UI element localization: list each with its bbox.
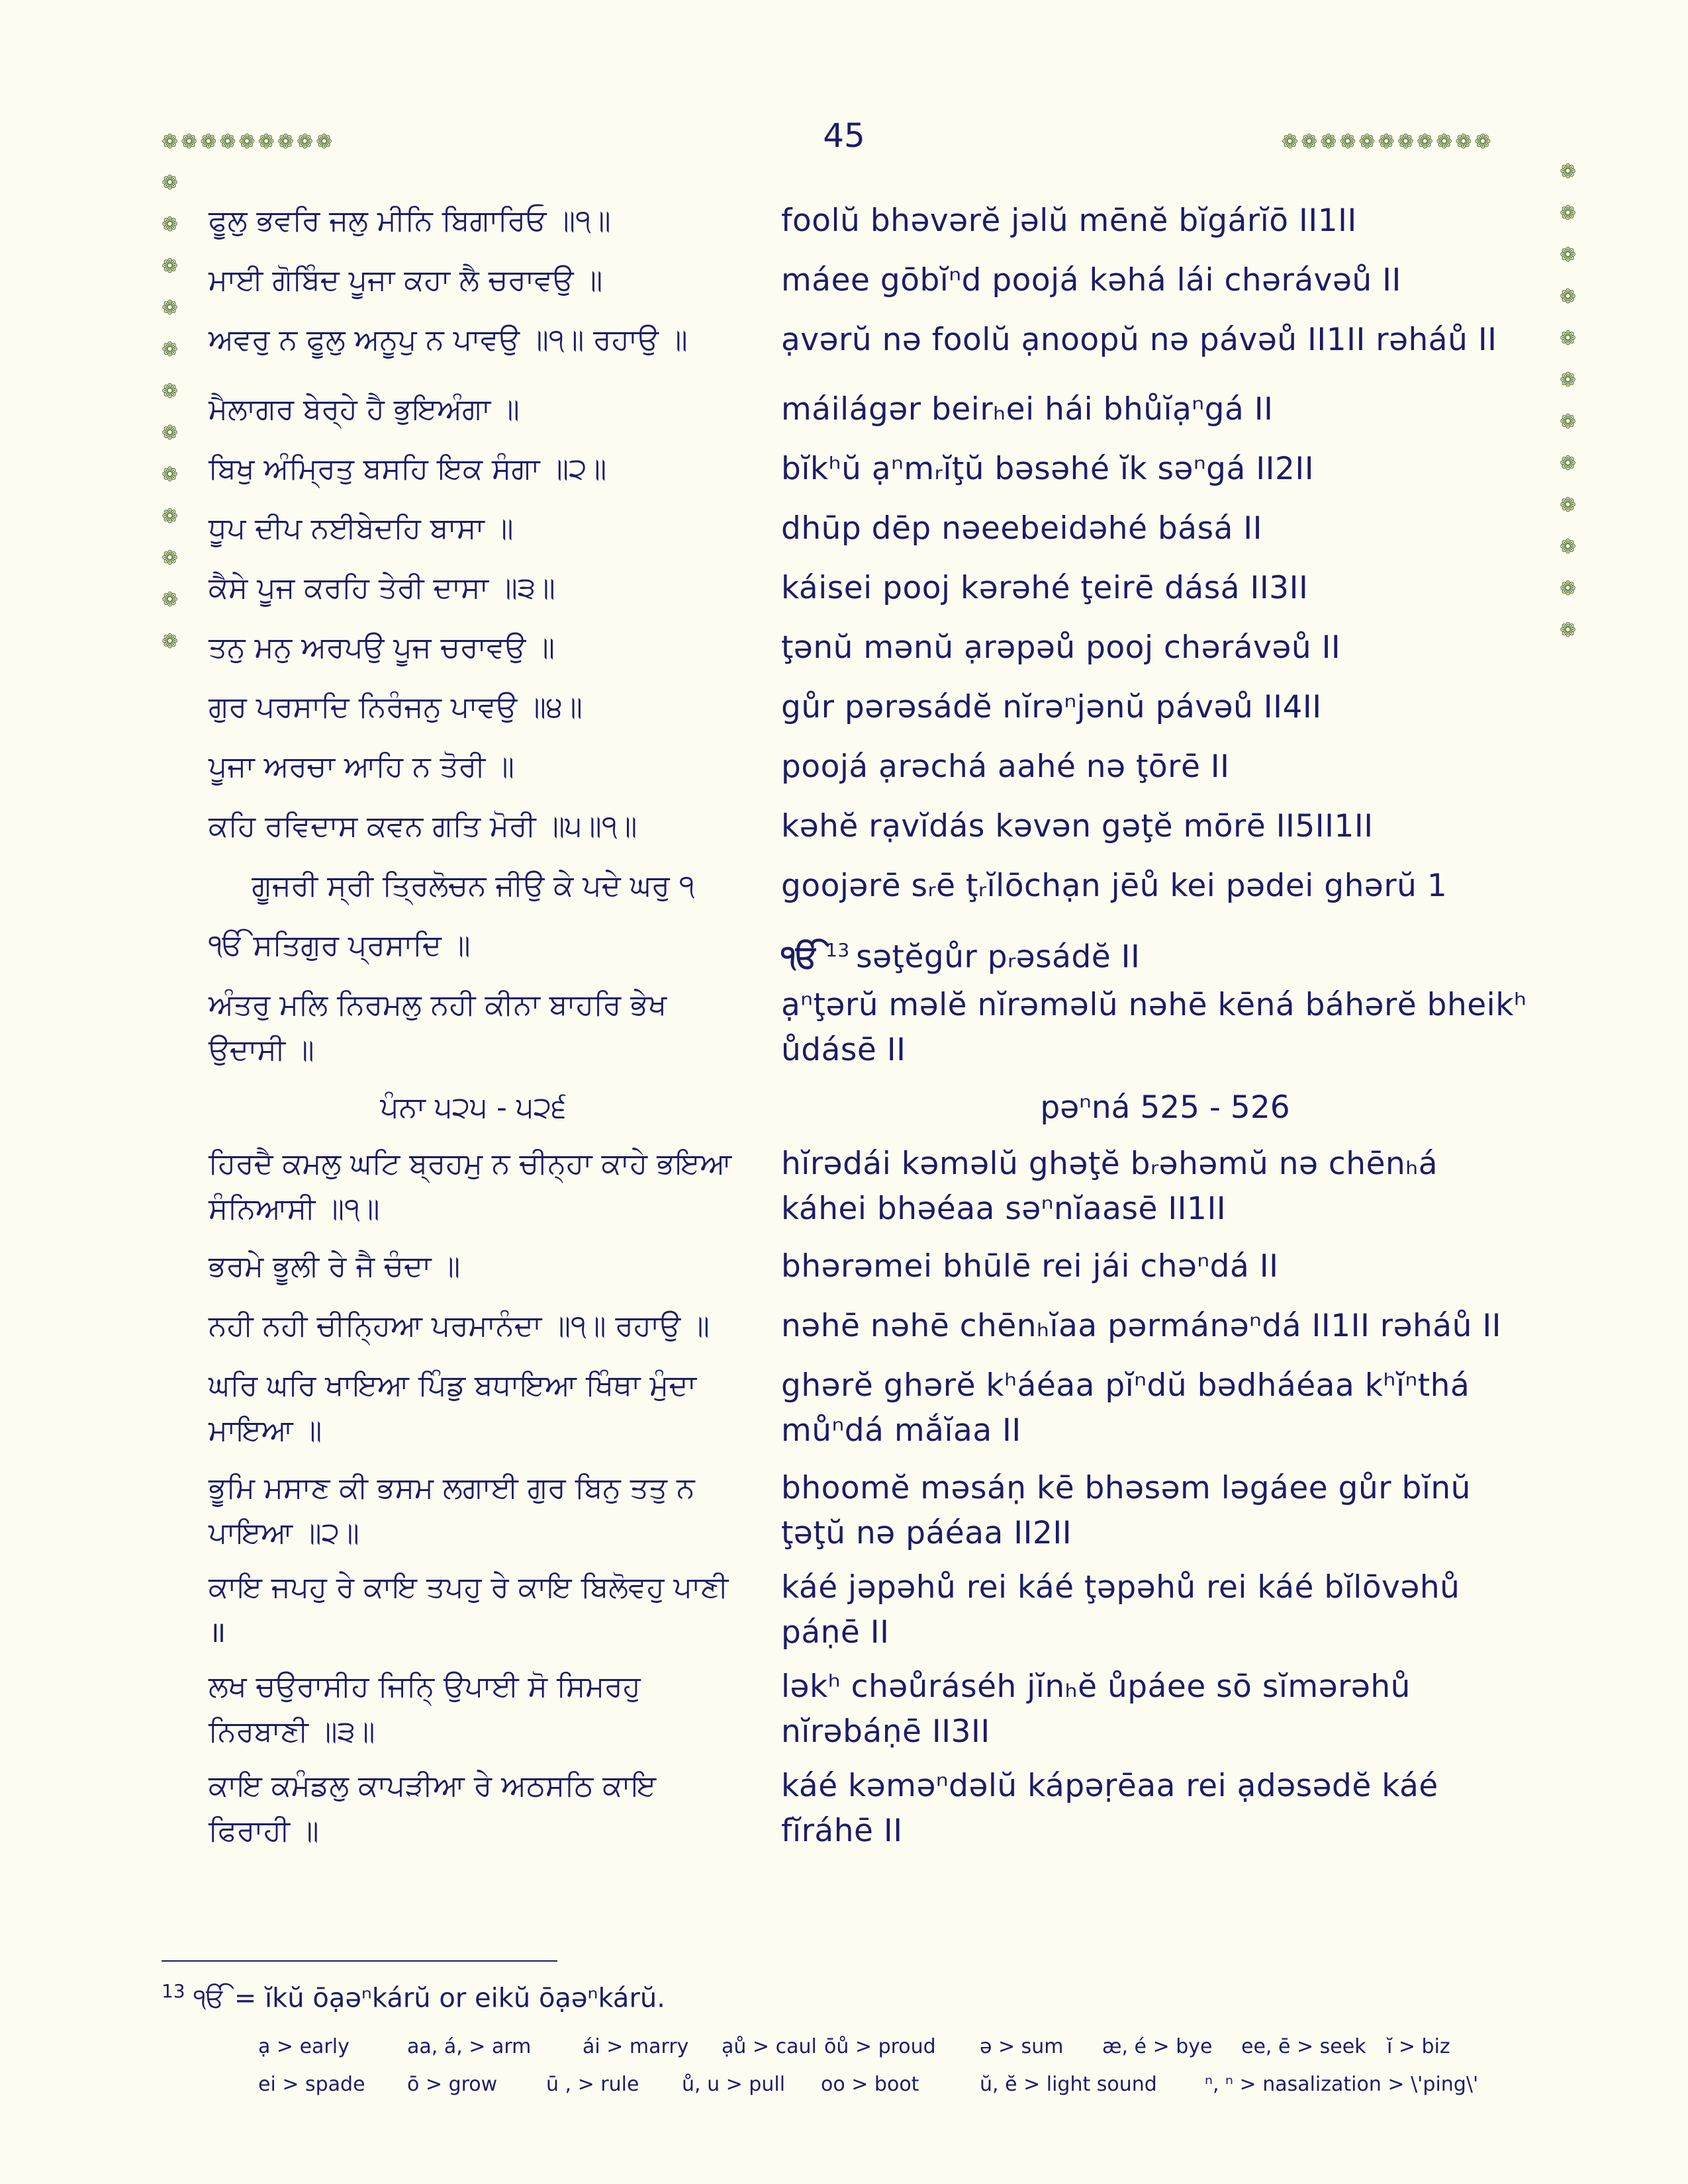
gurmukhi-line: ਮੈਲਾਗਰ ਬੇਰ੍ਹੇ ਹੈ ਭੁਇਅੰਗਾ ॥ xyxy=(209,392,520,426)
footnote-number: 13 xyxy=(162,1980,185,2002)
footnote xyxy=(162,1980,665,2013)
gurmukhi-line: ਹਿਰਦੈ ਕਮਲੁ ਘਟਿ ਬ੍ਰਹਮੁ ਨ ਚੀਨ੍ਹਾ ਕਾਹੇ ਭਇਆ xyxy=(209,1147,732,1181)
ornament-flower-icon: ❁ xyxy=(162,296,179,320)
ornament-flower-icon: ❁ xyxy=(162,338,179,361)
ornament-flower-icon: ❁ xyxy=(1560,327,1577,350)
gurmukhi-line-cont: ॥ xyxy=(209,1615,226,1649)
ornament-flower-icon: ❁ xyxy=(162,547,179,570)
gurmukhi-line-cont: ਉਦਾਸੀ ॥ xyxy=(209,1033,314,1067)
gurmukhi-line: ਘਰਿ ਘਰਿ ਖਾਇਆ ਪਿੰਡੁ ਬਧਾਇਆ ਖਿੰਥਾ ਮੁੰਦਾ xyxy=(209,1369,697,1402)
ornament-flower-icon: ❁ xyxy=(1560,202,1577,225)
transliteration-line-cont: nĭrəbáṇē II3II xyxy=(781,1713,990,1750)
pronunciation-key-item: ⁿ, ⁿ > nasalization > \'ping\' xyxy=(1205,2073,1479,2096)
transliteration-line: nəhē nəhē chēnₕĭaa pərmánəⁿdá II1II rəháů II xyxy=(781,1308,1502,1344)
transliteration-line: foolŭ bhəvərĕ jəlŭ mēnĕ bĭgárĭō II1II xyxy=(781,203,1357,239)
transliteration-line-cont: ůdásē II xyxy=(781,1032,906,1068)
gurmukhi-line-cont: ਫਿਰਾਹੀ ॥ xyxy=(209,1814,319,1848)
gurmukhi-line: ਗੁਰ ਪਰਸਾਦਿ ਨਿਰੰਜਨੁ ਪਾਵਉ ॥੪॥ xyxy=(209,690,583,724)
ornament-flower-icon: ❁ xyxy=(162,588,179,612)
transliteration-line: máee gōbĭⁿd poojá kəhá lái chərávəů II xyxy=(781,262,1401,298)
gurmukhi-line-cont: ਪਾਇਆ ॥੨॥ xyxy=(209,1516,359,1550)
gurmukhi-line: ੴ ਸਤਿਗੁਰ ਪ੍ਰਸਾਦਿ ॥ xyxy=(209,929,471,962)
transliteration-line: máilágər beirₕei hái bhůĭạⁿgá II xyxy=(781,391,1274,428)
gurmukhi-line: ਤਨੁ ਮਨੁ ਅਰਪਉ ਪੂਜ ਚਰਾਵਉ ॥ xyxy=(209,631,555,664)
gurmukhi-line: ਭੂਮਿ ਮਸਾਣ ਕੀ ਭਸਮ ਲਗਾਈ ਗੁਰ ਬਿਨੁ ਤਤੁ ਨ xyxy=(209,1471,695,1505)
ornament-flower-icon: ❁ xyxy=(162,213,179,236)
ik-onkar-symbol: ੴ xyxy=(781,938,820,976)
gurmukhi-line: ਅਵਰੁ ਨ ਫੂਲੁ ਅਨੂਪੁ ਨ ਪਾਵਉ ॥੧॥ ਰਹਾਉ ॥ xyxy=(209,323,688,357)
ornament-flower-icon: ❁ xyxy=(162,422,179,445)
ornament-flower-icon: ❁ xyxy=(162,380,179,403)
transliteration-line: bhoomĕ məsáṇ kē bhəsəm ləgáee gůr bĭnŭ xyxy=(781,1470,1471,1506)
pronunciation-key-item: æ, é > bye xyxy=(1102,2035,1213,2058)
transliteration-line: ţənŭ mənŭ ạrəpəů pooj chərávəů II xyxy=(781,629,1341,666)
pronunciation-key-item: oo > boot xyxy=(821,2073,919,2096)
transliteration-line: káé jəpəhů rei káé ţəpəhů rei káé bĭlōvəhů xyxy=(781,1569,1460,1606)
gurmukhi-line: ਮਾਈ ਗੋਬਿੰਦ ਪੂਜਾ ਕਹਾ ਲੈ ਚਰਾਵਉ ॥ xyxy=(209,263,603,297)
transliteration-line: gůr pərəsádĕ nĭrəⁿjənŭ pávəů II4II xyxy=(781,689,1322,725)
transliteration-line: ạⁿţərŭ məlĕ nĭrəməlŭ nəhē kēná báhərĕ bheikʰ xyxy=(781,987,1527,1023)
transliteration-line-cont: můⁿdá mắĭaa II xyxy=(781,1412,1021,1449)
transliteration-line: dhūp dēp nəeebeidəhé básá II xyxy=(781,510,1263,547)
gurmukhi-line: ਪੂਜਾ ਅਰਚਾ ਆਹਿ ਨ ਤੋਰੀ ॥ xyxy=(209,750,514,784)
pronunciation-key-item: ĭ > biz xyxy=(1387,2035,1450,2058)
gurmukhi-line: ਕੈਸੇ ਪੂਜ ਕਰਹਿ ਤੇਰੀ ਦਾਸਾ ॥੩॥ xyxy=(209,571,555,605)
pronunciation-key-item: ū , > rule xyxy=(546,2073,639,2096)
pronunciation-key-item: ái > marry xyxy=(583,2035,689,2058)
gurmukhi-line: ਲਖ ਚਉਰਾਸੀਹ ਜਿਨਿ੍ ਉਪਾਈ ਸੋ ਸਿਮਰਹੁ xyxy=(209,1670,641,1704)
footnote-ref: 13 xyxy=(819,939,857,961)
ornament-flower-icon: ❁ xyxy=(162,255,179,278)
gurmukhi-line-cont: ਮਾਇਆ ॥ xyxy=(209,1414,322,1447)
transliteration-line: bhərəmei bhūlē rei jái chəⁿdá II xyxy=(781,1248,1279,1285)
gurmukhi-line-cont: ਸੰਨਿਆਸੀ ॥੧॥ xyxy=(209,1192,380,1226)
ornament-flower-icon: ❁ xyxy=(1560,410,1577,433)
ornament-flower-icon: ❁ xyxy=(1560,577,1577,600)
ornament-flower-icon: ❁ xyxy=(1560,494,1577,517)
transliteration-line-cont: káhei bhəéaa səⁿnĭaasē II1II xyxy=(781,1191,1227,1227)
pronunciation-key-item: ạ > early xyxy=(258,2035,350,2058)
ornament-border-left xyxy=(162,173,178,674)
footnote-symbol: ੴ xyxy=(193,1983,226,2014)
pronunciation-key-item: ạů > caul xyxy=(722,2035,817,2058)
transliteration-line: kəhĕ rạvĭdás kəvən gəţĕ mōrē II5II1II xyxy=(781,808,1374,844)
transliteration-line: ləkʰ chəůráséh jĭnₕĕ ůpáee sō sĭmərəhů xyxy=(781,1668,1411,1705)
pronunciation-key-item: ŭ, ĕ > light sound xyxy=(980,2073,1157,2096)
ornament-flower-icon: ❁ xyxy=(162,630,179,653)
ornament-flower-icon: ❁ xyxy=(1560,452,1577,475)
transliteration-line: bĭkʰŭ ạⁿmᵣĭţŭ bəsəhé ĭk səⁿgá II2II xyxy=(781,451,1315,487)
ornament-flower-icon: ❁ xyxy=(1560,369,1577,392)
pronunciation-key-item: ə > sum xyxy=(980,2035,1064,2058)
gurmukhi-line: ਕਾਇ ਕਮੰਡਲੁ ਕਾਪੜੀਆ ਰੇ ਅਠਸਠਿ ਕਾਇ xyxy=(209,1769,657,1803)
page-number: 45 xyxy=(823,116,865,155)
gurmukhi-line: ਕਾਇ ਜਪਹੁ ਰੇ ਕਾਇ ਤਪਹੁ ਰੇ ਕਾਇ ਬਿਲੋਵਹੁ ਪਾਣੀ xyxy=(209,1570,729,1604)
transliteration-line-cont: páṇē II xyxy=(781,1614,890,1651)
pronunciation-key-item: ei > spade xyxy=(258,2073,365,2096)
gurmukhi-line: ਬਿਖੁ ਅੰਮ੍ਰਿਤੁ ਬਸਹਿ ਇਕ ਸੰਗਾ ॥੨॥ xyxy=(209,452,607,486)
transliteration-line-cont: ţəţŭ nə páéaa II2II xyxy=(781,1515,1072,1551)
page-reference-gurmukhi: ਪੰਨਾ ੫੨੫ - ੫੨੬ xyxy=(380,1091,567,1124)
gurmukhi-line-cont: ਨਿਰਬਾਣੀ ॥੩॥ xyxy=(209,1715,375,1749)
pronunciation-key-item: aa, á, > arm xyxy=(407,2035,532,2058)
gurmukhi-line: ਫੂਲੁ ਭਵਰਿ ਜਲੁ ਮੀਨਿ ਬਿਗਾਰਿਓ ॥੧॥ xyxy=(209,204,611,238)
pronunciation-key-item: ō > grow xyxy=(407,2073,498,2096)
transliteration-line: hĭrədái kəməlŭ ghəţĕ bᵣəhəmŭ nə chēnₕá xyxy=(781,1146,1438,1182)
ornament-flower-icon: ❁ xyxy=(162,505,179,528)
ornament-flower-icon: ❁ xyxy=(1560,244,1577,267)
ornament-border-right xyxy=(1560,162,1576,662)
ornament-flower-icon: ❁ xyxy=(162,171,179,195)
transliteration-line: káisei pooj kərəhé ţeirē dásá II3II xyxy=(781,570,1309,606)
section-heading-transliteration: goojərē sᵣē ţᵣĭlōchạn jēů kei pədei ghərŭ 1 xyxy=(781,868,1448,904)
ornament-border-top-right: ❁❁❁❁❁❁❁❁❁❁❁ xyxy=(1282,130,1494,154)
ornament-flower-icon: ❁ xyxy=(1560,160,1577,183)
transliteration-line: ạvərŭ nə foolŭ ạnoopŭ nə pávəů II1II rəháů II xyxy=(781,322,1497,358)
transliteration-line-cont: fĭráhē II xyxy=(781,1813,903,1849)
gurmukhi-line: ਕਹਿ ਰਵਿਦਾਸ ਕਵਨ ਗਤਿ ਮੋਰੀ ॥੫॥੧॥ xyxy=(209,809,637,843)
pronunciation-key-item: ee, ē > seek xyxy=(1241,2035,1366,2058)
ornament-flower-icon: ❁ xyxy=(1560,285,1577,308)
gurmukhi-line: ਭਰਮੇ ਭੂਲੀ ਰੇ ਜੈ ਚੰਦਾ ॥ xyxy=(209,1250,461,1283)
ornament-flower-icon: ❁ xyxy=(1560,535,1577,559)
gurmukhi-line: ਧੂਪ ਦੀਪ ਨਈਬੇਦਹਿ ਬਾਸਾ ॥ xyxy=(209,512,514,545)
section-heading-gurmukhi: ਗੂਜਰੀ ਸ੍ਰੀ ਤ੍ਰਿਲੋਚਨ ਜੀਉ ਕੇ ਪਦੇ ਘਰੁ ੧ xyxy=(252,869,695,903)
gurmukhi-line: ਅੰਤਰੁ ਮਲਿ ਨਿਰਮਲੁ ਨਹੀ ਕੀਨਾ ਬਾਹਰਿ ਭੇਖ xyxy=(209,988,667,1022)
footnote-rule xyxy=(162,1960,557,1962)
page-reference-transliteration: pəⁿná 525 - 526 xyxy=(1040,1089,1290,1126)
transliteration-line: poojá ạrəchá aahé nə ţōrē II xyxy=(781,749,1230,785)
footnote-text: = ĭkŭ ōạəⁿkárŭ or eikŭ ōạəⁿkárŭ. xyxy=(234,1983,665,2014)
ornament-border-top-left: ❁❁❁❁❁❁❁❁❁ xyxy=(162,130,336,154)
gurmukhi-line: ਨਹੀ ਨਹੀ ਚੀਨਿ੍ਹਆ ਪਰਮਾਨੰਦਾ ॥੧॥ ਰਹਾਉ ॥ xyxy=(209,1309,710,1343)
transliteration-text: səţĕgůr pᵣəsádĕ II xyxy=(856,938,1141,976)
ornament-flower-icon: ❁ xyxy=(162,463,179,486)
pronunciation-key-item: ů, u > pull xyxy=(682,2073,786,2096)
pronunciation-key-item: ōů > proud xyxy=(824,2035,936,2058)
ornament-flower-icon: ❁ xyxy=(1560,619,1577,642)
transliteration-line xyxy=(781,928,1140,980)
transliteration-line: ghərĕ ghərĕ kʰáéaa pĭⁿdŭ bədháéaa kʰĭⁿthá xyxy=(781,1367,1470,1404)
transliteration-line: káé kəməⁿdəlŭ kápəṛēaa rei ạdəsədĕ káé xyxy=(781,1768,1438,1804)
